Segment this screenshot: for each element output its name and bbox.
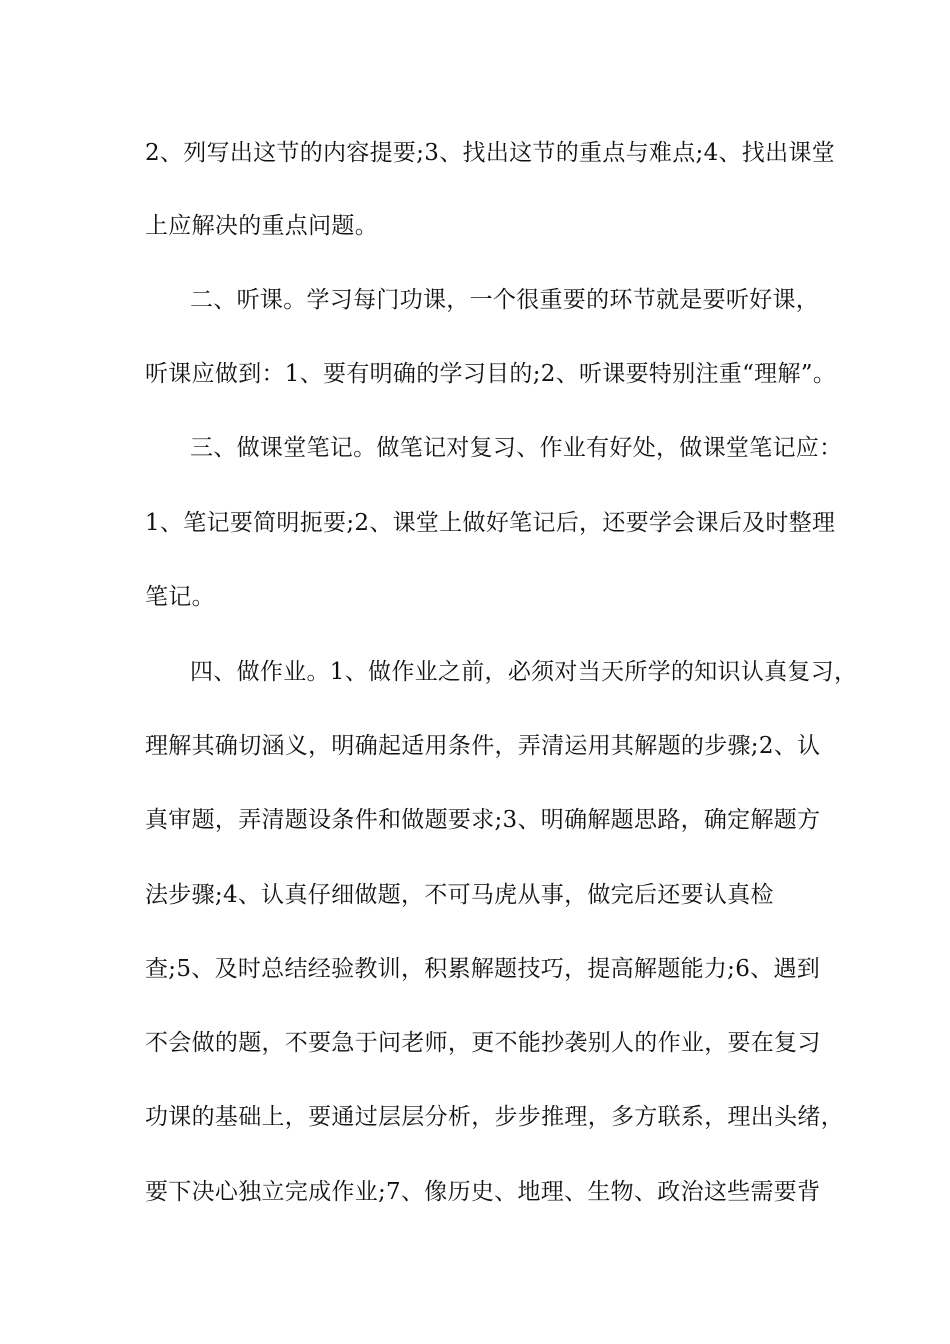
text-line: 1、笔记要简明扼要;2、课堂上做好笔记后，还要学会课后及时整理 [145, 510, 836, 536]
text-line: 功课的基础上，要通过层层分析，步步推理，多方联系，理出头绪， [145, 1104, 844, 1130]
text-line: 笔记。 [145, 584, 215, 610]
text-line: 要下决心独立完成作业;7、像历史、地理、生物、政治这些需要背 [145, 1179, 821, 1205]
text-line: 不会做的题，不要急于问老师，更不能抄袭别人的作业，要在复习 [145, 1030, 821, 1056]
text-line: 真审题，弄清题设条件和做题要求;3、明确解题思路，确定解题方 [145, 807, 821, 833]
text-line: 理解其确切涵义，明确起适用条件，弄清运用其解题的步骤;2、认 [145, 733, 821, 759]
text-line: 2、列写出这节的内容提要;3、找出这节的重点与难点;4、找出课堂 [145, 140, 835, 166]
paragraph-start-line: 四、做作业。1、做作业之前，必须对当天所学的知识认真复习， [190, 659, 858, 685]
text-line: 上应解决的重点问题。 [145, 213, 378, 239]
paragraph-start-line: 二、听课。学习每门功课，一个很重要的环节就是要听好课， [190, 287, 820, 313]
text-line: 法步骤;4、认真仔细做题，不可马虎从事，做完后还要认真检 [145, 882, 774, 908]
paragraph-start-line: 三、做课堂笔记。做笔记对复习、作业有好处，做课堂笔记应： [190, 435, 843, 461]
text-line: 查;5、及时总结经验教训，积累解题技巧，提高解题能力;6、遇到 [145, 956, 821, 982]
text-line: 听课应做到：1、要有明确的学习目的;2、听课要特别注重“理解”。 [145, 361, 837, 387]
